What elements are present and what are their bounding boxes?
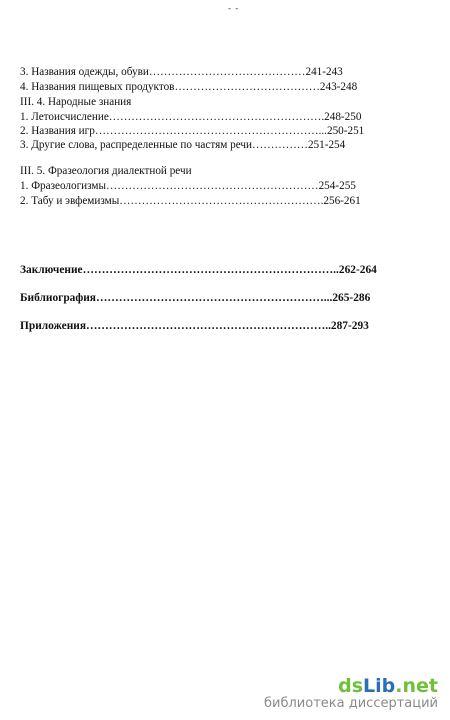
toc-item-appendices: Приложения………………………………………………………..287-293 (20, 320, 369, 332)
toc-item-games: 2. Названия игр……………………………………………………...250-251 (20, 125, 365, 137)
watermark-logo (264, 676, 438, 696)
watermark-subtitle: библиотека диссертаций (264, 696, 438, 711)
toc-item-calendar: 1. Летоисчисление………………………………………………….248-250 (20, 111, 362, 123)
toc-item-taboo: 2. Табу и эвфемизмы……………………………………………….256-261 (20, 195, 361, 207)
logo-ds: ds (338, 675, 364, 697)
section-heading-phraseology: III. 5. Фразеология диалектной речи (20, 165, 192, 177)
toc-item-bibliography: Библиография……………………………………………………...265-286 (20, 292, 371, 304)
toc-item-other-words: 3. Другие слова, распределенные по частям речи……………251-254 (20, 139, 346, 151)
toc-item-food: 4. Названия пищевых продуктов…………………………………243-248 (20, 81, 358, 93)
toc-item-phraseologisms: 1. Фразеологизмы…………………………………………………254-255 (20, 180, 356, 192)
watermark (264, 676, 438, 712)
section-heading-folk-knowledge: III. 4. Народные знания (20, 96, 132, 108)
toc-item-clothing: 3. Названия одежды, обуви……………………………………241-243 (20, 66, 343, 78)
header-mark: - - (228, 3, 240, 13)
toc-item-conclusion: Заключение…………………………………………………………..262-264 (20, 264, 377, 276)
logo-lib: Lib (363, 675, 396, 697)
logo-net: .net (395, 675, 438, 697)
